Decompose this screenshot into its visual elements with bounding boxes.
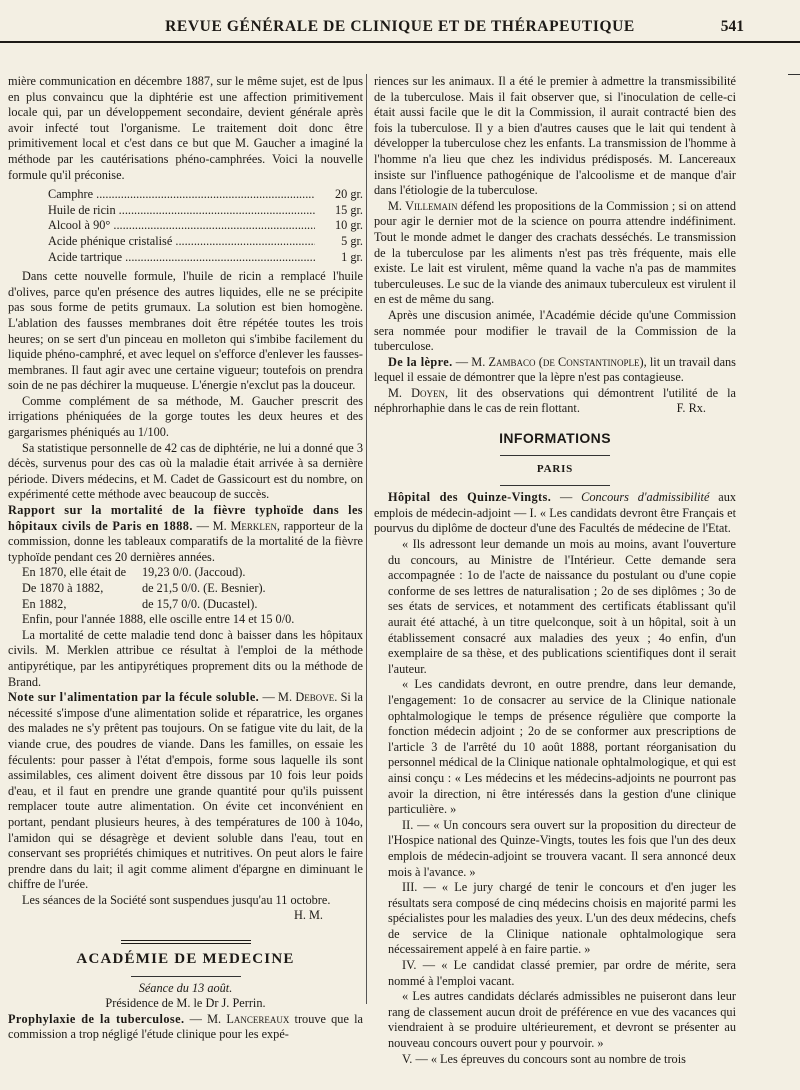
section-rule-short [500, 485, 610, 486]
article-body: , lit des observations qui démontrent l'utilité de la néphrorhaphie dans le cas de rein flottant. [374, 385, 736, 416]
article-body: trouve que la commission a trop négligé l'étude clinique pour les expé- [8, 1011, 363, 1042]
recipe-quantity: 5 gr. [341, 233, 363, 248]
section-rule-short [500, 455, 610, 456]
section-rule-short [131, 976, 241, 977]
paragraph: Après une discusion animée, l'Académie décide qu'une Commission sera nommée pour modifier le travail de la Commission de la tuberculose. [374, 307, 736, 354]
regulation-paragraph: II. — « Un concours sera ouvert sur la proposition du directeur de l'Hospice national des Quinze-Vingts, toutes les fois que l'un des deux emplois de médecin-adjoint se trouvera vacant. Il sera annoncé deux mois à l'avance. » [388, 817, 736, 879]
article-heading: Prophylaxie de la tuberculose. [8, 1011, 185, 1026]
recipe-item [48, 250, 363, 266]
paragraph: mière communication en décembre 1887, sur le même sujet, est de lpus en plus convaincu que la diphtérie est une affection primitivement locale qui, par un développement secondaire, devient générale après avoir infecté tout l'organisme. Le traitement doit donc être primitivement local et c'est dans ce but que M. Gaucher a imaginé la méthode par les cautérisations phéno-camphrées. Voici la nouvelle formule qu'il préconise. [8, 74, 363, 182]
regulation-paragraph: « Les autres candidats déclarés admissibles ne puiseront dans leur rang de classement aucun droit de préférence en vue des vacances qui viendraient à se produire ultérieurement, et devront se présenter au nouveau concours ouvert pour y pourvoir. » [388, 989, 736, 1051]
article-author: M. Zambaco (de Constantinople) [471, 354, 644, 369]
recipe-ingredient: Alcool à 90° ..... [48, 218, 315, 234]
left-column [8, 74, 363, 1080]
recipe-item [48, 218, 363, 234]
recipe-ingredient: Camphre ..... [48, 187, 315, 203]
recipe-quantity: 10 gr. [334, 218, 363, 233]
paragraph: Enfin, pour l'année 1888, elle oscille entre 14 et 15 0/0. [22, 612, 295, 627]
page-header [0, 18, 800, 44]
article-leprosy: De la lèpre. — M. Zambaco (de Constantinople), lit un travail dans lequel il essaie de démontrer que la lèpre n'est pas contagieuse. [374, 354, 736, 385]
article-author: M. Doyen [388, 385, 445, 400]
stat-row [22, 581, 363, 597]
stat-value: de 15,7 0/0. (Ducastel). [142, 596, 258, 611]
recipe-ingredient: Acide phénique cristalisé ..... [48, 234, 315, 250]
section-rule [121, 940, 251, 944]
article-typhoid: Rapport sur la mortalité de la fièvre typhoïde dans les hôpitaux civils de Paris en 1888. — M. Merklen, rapporteur de la commission, donne les tableaux comparatifs de la mortalité de la fièvre typhoïde pendant ces 20 dernières années. [8, 503, 363, 564]
regulation-paragraph: « Ils adressont leur demande un mois au moins, avant l'ouverture du concours, au Ministre de l'Intérieur. Cette demande sera accompagnée : 1o de l'acte de naissance du postulant ou d'une copie conforme de ses lettres de naturalisation ; 2o de ses diplômes ; 3o de ses états de services, et notamment des certificats établissant qu'il aurait été attaché, à un titre quelconque, soit à un hôpital, soit à un établissement consacré aux maladies des yeux ; 4o enfin, d'un exemplaire de sa thèse, et des publications scientifiques dont il serait l'auteur. [388, 537, 736, 676]
article-heading: Note sur l'alimentation par la fécule soluble. [8, 690, 260, 705]
recipe-item [48, 203, 363, 219]
article-body: aux emplois de médecin-adjoint — I. « Les candidats devront être Français et pourvus du diplôme de docteur d'une des Facultés de médecine de l'Etat. [374, 490, 736, 536]
city-heading: PARIS [536, 462, 574, 475]
article-body: , lit un travail dans lequel il essaie de démontrer que la lèpre n'est pas contagieuse. [374, 354, 736, 385]
session-president: Présidence de M. le Dr J. Perrin. [105, 996, 266, 1011]
regulation-text [374, 537, 736, 1067]
signature: F. Rx. [676, 401, 706, 416]
recipe-list [48, 187, 363, 265]
stat-value: 19,23 0/0. (Jaccoud). [142, 565, 246, 580]
paragraph: Sa statistique personnelle de 42 cas de diphtérie, ne lui a donné que 3 décès, survenus pour des cas où la maladie était arrivée à sa dernière période. Divers médecins, et M. Cadet de Gassicourt est du nombre, on expérimenté cette méthode avec beaucoup de succès. [8, 440, 363, 502]
paragraph: La mortalité de cette maladie tend donc à baisser dans les hôpitaux civils. M. Merklen attribue ce résultat à l'emploi de la méthode antipyrétique, par les antipyrétiques proprement dits ou la méthode de Brand. [8, 627, 363, 689]
article-heading: De la lèpre. [388, 354, 453, 369]
regulation-paragraph: « Les candidats devront, en outre prendre, dans leur demande, l'engagement: 1o de consacrer au service de la Clinique nationale ophtalmologique le temps de présence régulière que comporte la fonction médecin adjoint ; 2o de se conformer aux prescriptions de l'article 3 de l'arrêté du 10 août 1888, portant réorganisation du personnel médical de la Clinique nationale ophtalmologique, et qui est ainsi conçu : « Les médecins et les médecins-adjoints ne pourront pas avoir la direction, ni être intéressés dans la gestion d'une clinique particulière. » [388, 677, 736, 817]
stat-value: de 21,5 0/0. (E. Besnier). [142, 581, 266, 595]
section-title: ACADÉMIE DE MEDECINE [76, 951, 295, 968]
paragraph-villemain [374, 199, 736, 308]
article-heading: Rapport sur la mortalité de la fièvre typhoïde dans les hôpitaux civils de Paris en 1888. [8, 503, 363, 533]
header-rule [0, 41, 800, 43]
paragraph: riences sur les animaux. Il a été le premier à admettre la transmissibilité de la tuberculose. Mais il fait observer que, si l'inoculation de celle-ci était aussi facile que le dit la Commission, il aurait contracté bien des fois la tuberculose. Il y a bien d'autres causes que le lait qui tendent à développer la tuberculose chez les enfants. La transmission de l'homme à l'homme n'a lieu que chez les individus prédisposés. M. Lancereaux insiste sur l'influence pathogénique de l'alcoolisme et de manque d'air dans l'étiologie de la tuberculose. [374, 74, 736, 198]
article-heading: Hôpital des Quinze-Vingts. [388, 490, 552, 505]
recipe-quantity: 15 gr. [334, 202, 363, 217]
recipe-ingredient: Acide tartrique ..... [48, 250, 315, 266]
page-number: 541 [720, 18, 744, 35]
right-column [374, 74, 736, 1080]
paragraph: Les séances de la Société sont suspendues jusqu'au 11 octobre. [22, 892, 331, 907]
paragraph-doyen [374, 386, 736, 417]
recipe-ingredient: Huile de ricin ..... [48, 203, 315, 219]
mortality-stats [22, 565, 363, 612]
margin-mark [788, 74, 800, 75]
stat-row [22, 565, 363, 581]
signature: H. M. [293, 908, 323, 923]
recipe-item [48, 187, 363, 203]
regulation-paragraph: V. — « Les épreuves du concours sont au nombre de trois [402, 1051, 686, 1066]
regulation-paragraph: IV. — « Le candidat classé premier, par ordre de mérite, sera nommé à l'emploi vacant. [388, 958, 736, 988]
stat-period: En 1870, elle était de [22, 565, 127, 580]
article-author: M. Debove [278, 690, 335, 705]
session-date: Séance du 13 août. [138, 980, 233, 995]
article-author: M. Merklen [212, 518, 277, 533]
regulation-paragraph: III. — « Le jury chargé de tenir le concours et d'en juger les résultats sera composé de cinq médecins choisis en majorité parmi les spécialistes pour les maladies des yeux. L'un des deux médecins, chefs de service de la Clinique nationale ophtalmologique sera nécessairement appelé à en faire partie. » [388, 880, 736, 957]
article-body: . Si la nécessité s'impose d'une alimentation solide et réparatrice, les organes des malades ne s'y prêtent pas toujours. On se fatigue vite du lait, de la viande crue, des poudres de viande. Dans les familles, on essaie les féculents: pour passer à l'état d'empois, forme sous laquelle ils sont assimilables, ces aliment doivent être dissous par 10 fois leur poids d'eau, et il faut en prendre une grande quantité pour qu'ils puissent remplacer toute autre alimentation. On évite cet inconvénient en portant, pendant plusieurs heures, à des températures de 100 à 104o, l'amidon qui se désagrège et devient soluble dans l'eau, tout en conservant ses propriétés chimiques et nutritives. On peut alors le faire prendre dans du lait; il agit comme aliment d'épargne en diminuant le chiffre de l'urée. [8, 690, 363, 892]
article-subheading: Concours d'admissibilité [581, 490, 710, 505]
stat-period: En 1882, [22, 596, 67, 611]
recipe-item [48, 234, 363, 250]
article-author: M. Lancereaux [207, 1011, 290, 1026]
article-feculent: Note sur l'alimentation par la fécule soluble. — M. Debove. Si la nécessité s'impose d'une alimentation solide et réparatrice, les organes des malades ne s'y prêtent pas toujours. On se fatigue vite du lait, de la viande crue, des poudres de viande. Dans les familles, on essaie les féculents: pour passer à l'état d'empois, forme sous laquelle ils sont assimilables, ces aliment doivent être dissous par 10 fois leur poids d'eau, et il faut en prendre une grande quantité pour qu'ils puissent remplacer toute autre alimentation. On évite cet inconvénient en portant, pendant plusieurs heures, à des températures de 100 à 104o, l'amidon qui se désagrège et devient soluble dans l'eau, tout en conservant ses propriétés chimiques et nutritives. On peut alors le faire prendre dans du lait; il agit comme aliment d'épargne en diminuant le chiffre de l'urée. [8, 690, 363, 892]
article-body: , rapporteur de la commission, donne les tableaux comparatifs de la mortalité de la fièvre typhoïde pendant ces 20 dernières années. [8, 518, 363, 564]
article-body: défend les propositions de la Commission ; si on attend pour agir le dernier mot de la science on pourra attendre indéfiniment. Tout le monde admet le danger des crachats desséchés. Le transmission de la tuberculose par les aliments n'est pas très fréquente, mais elle existe. Le lait est virulent, même quand la vache n'a pas de mammites tuberculeuses. Le suc de la viande des animaux tuberculeux est virulent il en est de même du sang. [374, 198, 736, 307]
recipe-quantity: 20 gr. [334, 187, 363, 202]
paragraph: Comme complément de sa méthode, M. Gaucher prescrit des irrigations phéniquées de la gorge toutes les deux heures et des gargarismes phéniqués au 1/100. [8, 393, 363, 440]
stat-row [22, 597, 363, 613]
stat-period: De 1870 à 1882, [22, 581, 104, 595]
section-title-informations: INFORMATIONS [499, 430, 611, 447]
running-title: REVUE GÉNÉRALE DE CLINIQUE ET DE THÉRAPEUTIQUE [165, 18, 635, 35]
paragraph: Dans cette nouvelle formule, l'huile de ricin a remplacé l'huile d'olives, parce qu'en présence des autres liquides, elle ne se précipite pas sous forme de petits grumaux. La solution est bien homogène. L'ablation des fausses membranes doit être répétée toutes les trois heures; on se sert d'un pinceau en molleton qui s'imbibe facilement du liquide phéno-camphré, et avec lequel on s'efforce d'enlever les fausses-membranes. Il faut agir avec une certaine vigueur; toutefois on prendra soin de ne pas déchirer la muqueuse. L'énergie n'exclut pas la douceur. [8, 269, 363, 393]
article-author: M. Villemain [388, 198, 458, 213]
article-tuberculosis: Prophylaxie de la tuberculose. — M. Lancereaux trouve que la commission a trop négligé l'étude clinique pour les expé- [8, 1011, 363, 1042]
column-divider [366, 74, 367, 1004]
article-quinze-vingts: Hôpital des Quinze-Vingts. — Concours d'admissibilité aux emplois de médecin-adjoint — I. « Les candidats devront être Français et pourvus du diplôme de docteur d'une des Facultés de médecine de l'Etat. [374, 490, 736, 536]
recipe-quantity: 1 gr. [341, 249, 363, 264]
